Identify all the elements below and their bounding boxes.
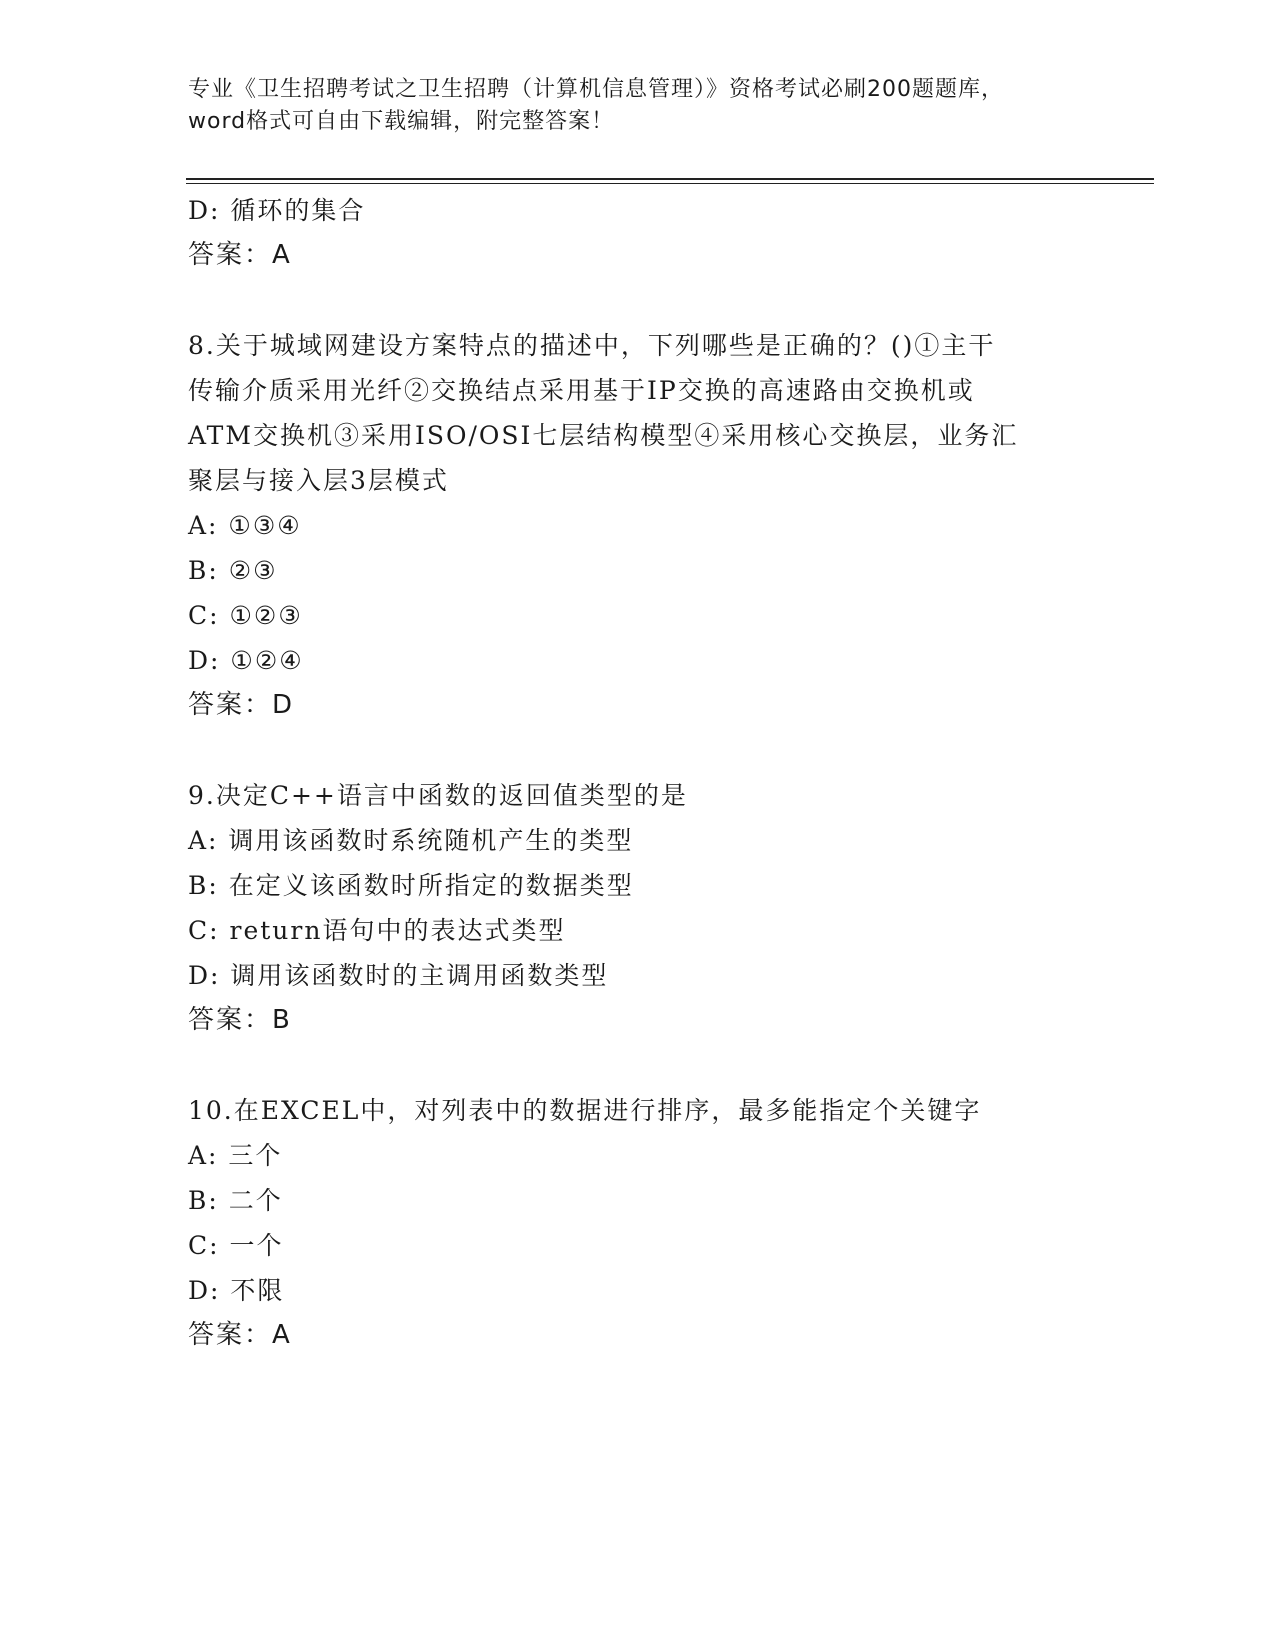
answer-line: 答案：A [188,240,292,270]
header-divider-thin [186,183,1154,184]
option-c: C: ①②③ [188,601,303,630]
option-a: A: 调用该函数时系统随机产生的类型 [188,826,634,855]
answer-line: 答案：D [188,690,295,720]
question-stem-line: 8.关于城域网建设方案特点的描述中，下列哪些是正确的？()①主干 [188,331,996,360]
option-a: A: 三个 [188,1141,283,1170]
header-line-2: word格式可自由下载编辑，附完整答案！ [188,109,615,134]
question-stem-line: 10.在EXCEL中，对列表中的数据进行排序，最多能指定个关键字 [188,1096,982,1125]
question-block [188,323,1088,728]
header-line-1: 专业《卫生招聘考试之卫生招聘（计算机信息管理）》资格考试必刷200题题库， [188,77,1004,102]
question-stem-line: 传输介质采用光纤②交换结点采用基于IP交换的高速路由交换机或 [188,376,975,405]
option-b: B: 二个 [188,1186,283,1215]
option-a: A: ①③④ [188,511,302,540]
option-d: D: 不限 [188,1276,285,1305]
option-c: C: 一个 [188,1231,284,1260]
question-stem-line: 聚层与接入层3层模式 [188,466,449,495]
answer-line: 答案：A [188,1320,292,1350]
spacer [188,1043,1088,1088]
page-header [188,74,1088,138]
header-divider-thick [186,178,1154,180]
question-stem-line: ATM交换机③采用ISO/OSI七层结构模型④采用核心交换层，业务汇 [188,421,1019,450]
question-stem-line: 9.决定C++语言中函数的返回值类型的是 [188,781,688,810]
option-d: D: 调用该函数时的主调用函数类型 [188,961,609,990]
option-d: D: ①②④ [188,646,304,675]
question-content [188,188,1088,1358]
answer-line: 答案：B [188,1005,292,1035]
question-block [188,1088,1088,1358]
question-block [188,773,1088,1043]
option-c: C: return语句中的表达式类型 [188,916,566,945]
option-d: D: 循环的集合 [188,196,366,225]
spacer [188,278,1088,323]
option-b: B: 在定义该函数时所指定的数据类型 [188,871,634,900]
spacer [188,728,1088,773]
option-b: B: ②③ [188,556,278,585]
